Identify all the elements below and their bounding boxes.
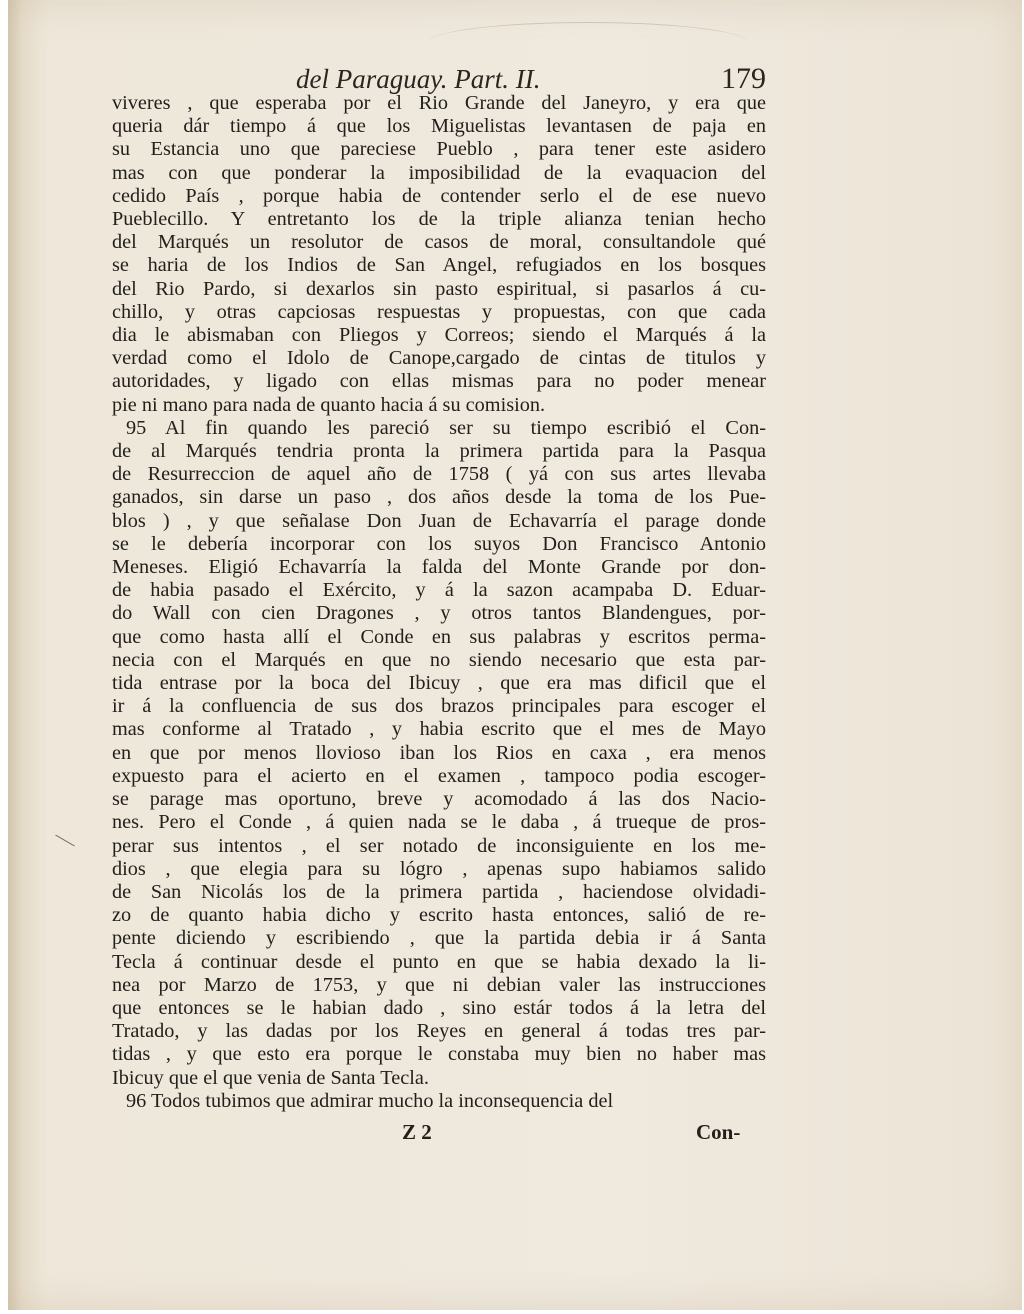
text-line: pie ni mano para nada de quanto hacia á su comision. (112, 393, 546, 416)
text-line: Tecla á continuar desde el punto en que se habia dexado la li- (112, 950, 766, 973)
text-line: dia le abismaban con Pliegos y Correos; siendo el Marqués á la (112, 324, 766, 347)
text-line: se haria de los Indios de San Angel, refugiados en los bosques (112, 254, 766, 277)
text-line: de habia pasado el Exército, y á la sazon acampaba D. Eduar- (112, 579, 766, 602)
text-line: de Resurreccion de aquel año de 1758 ( yá con sus artes llevaba (112, 463, 766, 486)
text-line: 96 Todos tubimos que admirar mucho la inconsequencia del (126, 1089, 614, 1112)
text-line: verdad como el Idolo de Canope,cargado de cintas de titulos y (112, 347, 766, 370)
text-line: autoridades, y ligado con ellas mismas para no poder menear (112, 370, 766, 393)
margin-mark (55, 835, 75, 847)
text-line: Tratado, y las dadas por los Reyes en general á todas tres par- (112, 1020, 766, 1043)
text-line: pente diciendo y escribiendo , que la partida debia ir á Santa (112, 927, 766, 950)
text-line: nea por Marzo de 1753, y que ni debian valer las instrucciones (112, 973, 766, 996)
text-line: se parage mas oportuno, breve y acomodado á las dos Nacio- (112, 788, 766, 811)
text-line: viveres , que esperaba por el Rio Grande del Janeyro, y era que (112, 92, 766, 114)
text-line: del Marqués un resolutor de casos de moral, consultandole qué (112, 231, 766, 254)
text-line: que como hasta allí el Conde en sus palabras y escritos perma- (112, 625, 766, 648)
text-line: de al Marqués tendria pronta la primera partida para la Pasqua (112, 440, 766, 463)
text-line: expuesto para el acierto en el examen , tampoco podia escoger- (112, 764, 766, 787)
text-line: Meneses. Eligió Echavarría la falda del Monte Grande por don- (112, 556, 766, 579)
text-line: dios , que elegia para su lógro , apenas supo habiamos salido (112, 857, 766, 880)
text-line: cedido País , porque habia de contender serlo el de ese nuevo (112, 184, 766, 207)
text-line: 95 Al fin quando les pareció ser su tiempo escribió el Con- (126, 416, 766, 439)
text-line: queria dár tiempo á que los Miguelistas levantasen de paja en (112, 115, 766, 138)
text-line: Ibicuy que el que venia de Santa Tecla. (112, 1066, 429, 1089)
catchword: Con- (696, 1120, 741, 1144)
text-line: blos ) , y que señalase Don Juan de Echavarría el parage donde (112, 509, 766, 532)
text-line: su Estancia uno que pareciese Pueblo , para tener este asidero (112, 138, 766, 161)
text-line: ir á la confluencia de sus dos brazos principales para escoger el (112, 695, 766, 718)
text-line: zo de quanto habia dicho y escrito hasta entonces, salió de re- (112, 904, 766, 927)
text-line: mas conforme al Tratado , y habia escrito que el mes de Mayo (112, 718, 766, 741)
signature-mark: Z 2 (402, 1120, 432, 1144)
text-line: en que por menos llovioso iban los Rios en caxa , era menos (112, 741, 766, 764)
page-stain (428, 22, 748, 63)
text-line: Pueblecillo. Y entretanto los de la triple alianza tenian hecho (112, 208, 766, 231)
text-line: perar sus intentos , el ser notado de inconsiguiente en los me- (112, 834, 766, 857)
book-page (8, 0, 1022, 1310)
body-text (112, 92, 766, 1113)
text-line: del Rio Pardo, si dexarlos sin pasto espiritual, si pasarlos á cu- (112, 277, 766, 300)
text-line: tidas , y que esto era porque le constaba muy bien no haber mas (112, 1043, 766, 1066)
text-line: nes. Pero el Conde , á quien nada se le daba , á trueque de pros- (112, 811, 766, 834)
page-number: 179 (721, 62, 766, 95)
text-line: necia con el Marqués en que no siendo necesario que esta par- (112, 648, 766, 671)
text-line: chillo, y otras capciosas respuestas y propuestas, con que cada (112, 300, 766, 323)
text-line: se le debería incorporar con los suyos Don Francisco Antonio (112, 532, 766, 555)
text-line: que entonces se le habian dado , sino estár todos á la letra del (112, 996, 766, 1019)
text-line: mas con que ponderar la imposibilidad de la evaquacion del (112, 161, 766, 184)
text-line: tida entrase por la boca del Ibicuy , que era mas dificil que el (112, 672, 766, 695)
text-line: de San Nicolás los de la primera partida , haciendose olvidadi- (112, 880, 766, 903)
text-line: do Wall con cien Dragones , y otros tantos Blandengues, por- (112, 602, 766, 625)
text-line: ganados, sin darse un paso , dos años desde la toma de los Pue- (112, 486, 766, 509)
running-title: del Paraguay. Part. II. (296, 64, 541, 94)
